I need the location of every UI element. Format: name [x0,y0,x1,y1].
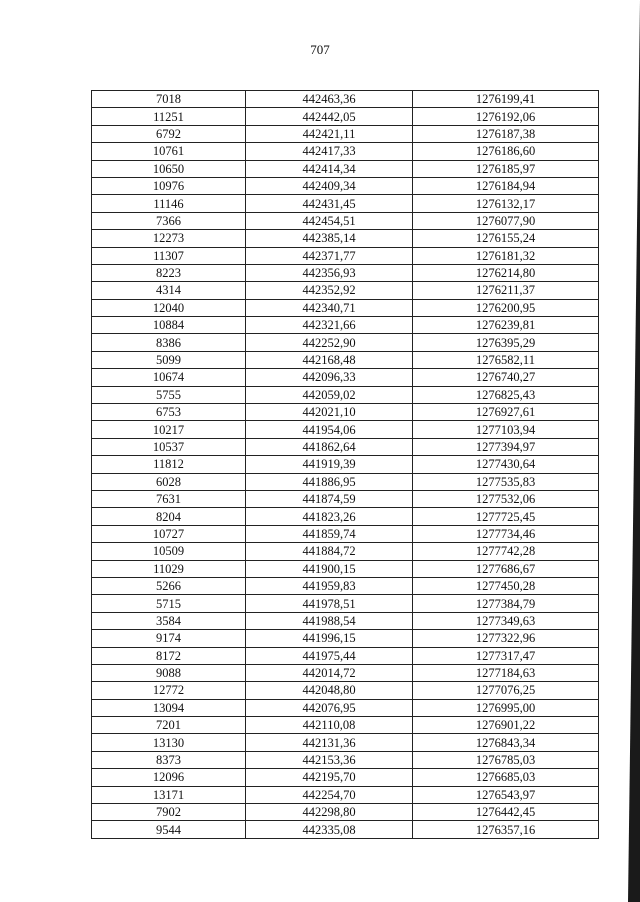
y-coordinate-cell: 1276199,41 [413,91,599,108]
y-coordinate-cell: 1276185,97 [413,160,599,177]
x-coordinate-cell: 442385,14 [246,230,413,247]
point-number-cell: 10761 [92,143,246,160]
x-coordinate-cell: 441823,26 [246,508,413,525]
point-number-cell: 5715 [92,595,246,612]
table-row [92,404,599,421]
table-row [92,195,599,212]
table-row [92,664,599,681]
y-coordinate-cell: 1277076,25 [413,682,599,699]
point-number-cell: 10650 [92,160,246,177]
y-coordinate-cell: 1276211,37 [413,282,599,299]
table-row [92,230,599,247]
y-coordinate-cell: 1276187,38 [413,125,599,142]
x-coordinate-cell: 441884,72 [246,543,413,560]
point-number-cell: 11307 [92,247,246,264]
table-row [92,804,599,821]
x-coordinate-cell: 442409,34 [246,177,413,194]
table-row [92,143,599,160]
x-coordinate-cell: 442131,36 [246,734,413,751]
table-row [92,212,599,229]
point-number-cell: 8386 [92,334,246,351]
x-coordinate-cell: 441886,95 [246,473,413,490]
y-coordinate-cell: 1277430,64 [413,456,599,473]
table-row [92,734,599,751]
y-coordinate-cell: 1276442,45 [413,804,599,821]
y-coordinate-cell: 1276192,06 [413,108,599,125]
point-number-cell: 4314 [92,282,246,299]
page-number: 707 [310,42,330,57]
point-number-cell: 8204 [92,508,246,525]
x-coordinate-cell: 442048,80 [246,682,413,699]
coordinates-table [91,90,599,839]
table-row [92,612,599,629]
point-number-cell: 5755 [92,386,246,403]
x-coordinate-cell: 442371,77 [246,247,413,264]
y-coordinate-cell: 1277450,28 [413,577,599,594]
x-coordinate-cell: 442431,45 [246,195,413,212]
x-coordinate-cell: 442059,02 [246,386,413,403]
table-row [92,473,599,490]
table-row [92,577,599,594]
x-coordinate-cell: 442335,08 [246,821,413,838]
x-coordinate-cell: 442340,71 [246,299,413,316]
x-coordinate-cell: 441874,59 [246,490,413,507]
point-number-cell: 10509 [92,543,246,560]
y-coordinate-cell: 1276395,29 [413,334,599,351]
y-coordinate-cell: 1276155,24 [413,230,599,247]
point-number-cell: 13094 [92,699,246,716]
y-coordinate-cell: 1276901,22 [413,717,599,734]
y-coordinate-cell: 1277349,63 [413,612,599,629]
table-row [92,438,599,455]
x-coordinate-cell: 441919,39 [246,456,413,473]
point-number-cell: 11146 [92,195,246,212]
y-coordinate-cell: 1277734,46 [413,525,599,542]
table-row [92,351,599,368]
table-row [92,299,599,316]
x-coordinate-cell: 442356,93 [246,264,413,281]
point-number-cell: 6792 [92,125,246,142]
x-coordinate-cell: 442298,80 [246,804,413,821]
y-coordinate-cell: 1277535,83 [413,473,599,490]
table-row [92,264,599,281]
point-number-cell: 10884 [92,317,246,334]
table-row [92,421,599,438]
x-coordinate-cell: 442254,70 [246,786,413,803]
scan-edge-shadow [628,0,640,902]
table-row [92,125,599,142]
table-row [92,560,599,577]
x-coordinate-cell: 441996,15 [246,630,413,647]
point-number-cell: 11029 [92,560,246,577]
point-number-cell: 7018 [92,91,246,108]
table-row [92,160,599,177]
table-row [92,543,599,560]
table-row [92,334,599,351]
table-row [92,769,599,786]
y-coordinate-cell: 1277317,47 [413,647,599,664]
coordinates-table-body [92,91,599,839]
table-row [92,386,599,403]
y-coordinate-cell: 1276685,03 [413,769,599,786]
x-coordinate-cell: 441900,15 [246,560,413,577]
point-number-cell: 8172 [92,647,246,664]
x-coordinate-cell: 442352,92 [246,282,413,299]
table-row [92,595,599,612]
table-row [92,682,599,699]
x-coordinate-cell: 441859,74 [246,525,413,542]
point-number-cell: 3584 [92,612,246,629]
x-coordinate-cell: 442076,95 [246,699,413,716]
y-coordinate-cell: 1276132,17 [413,195,599,212]
y-coordinate-cell: 1276077,90 [413,212,599,229]
table-row [92,525,599,542]
y-coordinate-cell: 1276582,11 [413,351,599,368]
point-number-cell: 10537 [92,438,246,455]
y-coordinate-cell: 1276825,43 [413,386,599,403]
point-number-cell: 7201 [92,717,246,734]
point-number-cell: 5266 [92,577,246,594]
point-number-cell: 8223 [92,264,246,281]
point-number-cell: 7631 [92,490,246,507]
table-row [92,490,599,507]
point-number-cell: 10976 [92,177,246,194]
x-coordinate-cell: 441988,54 [246,612,413,629]
point-number-cell: 7366 [92,212,246,229]
x-coordinate-cell: 442014,72 [246,664,413,681]
x-coordinate-cell: 442463,36 [246,91,413,108]
y-coordinate-cell: 1276785,03 [413,751,599,768]
point-number-cell: 12040 [92,299,246,316]
point-number-cell: 9088 [92,664,246,681]
point-number-cell: 11812 [92,456,246,473]
x-coordinate-cell: 442096,33 [246,369,413,386]
y-coordinate-cell: 1277725,45 [413,508,599,525]
x-coordinate-cell: 441954,06 [246,421,413,438]
y-coordinate-cell: 1276239,81 [413,317,599,334]
table-row [92,717,599,734]
x-coordinate-cell: 442110,08 [246,717,413,734]
y-coordinate-cell: 1277384,79 [413,595,599,612]
y-coordinate-cell: 1277742,28 [413,543,599,560]
y-coordinate-cell: 1276200,95 [413,299,599,316]
x-coordinate-cell: 442421,11 [246,125,413,142]
x-coordinate-cell: 442168,48 [246,351,413,368]
y-coordinate-cell: 1277103,94 [413,421,599,438]
point-number-cell: 6028 [92,473,246,490]
x-coordinate-cell: 441978,51 [246,595,413,612]
table-row [92,786,599,803]
x-coordinate-cell: 442454,51 [246,212,413,229]
point-number-cell: 8373 [92,751,246,768]
point-number-cell: 12772 [92,682,246,699]
x-coordinate-cell: 441975,44 [246,647,413,664]
y-coordinate-cell: 1277394,97 [413,438,599,455]
y-coordinate-cell: 1276357,16 [413,821,599,838]
x-coordinate-cell: 442442,05 [246,108,413,125]
x-coordinate-cell: 441862,64 [246,438,413,455]
x-coordinate-cell: 441959,83 [246,577,413,594]
x-coordinate-cell: 442021,10 [246,404,413,421]
table-row [92,630,599,647]
x-coordinate-cell: 442321,66 [246,317,413,334]
point-number-cell: 12096 [92,769,246,786]
point-number-cell: 10217 [92,421,246,438]
table-row [92,108,599,125]
table-row [92,317,599,334]
point-number-cell: 5099 [92,351,246,368]
y-coordinate-cell: 1276186,60 [413,143,599,160]
point-number-cell: 11251 [92,108,246,125]
x-coordinate-cell: 442153,36 [246,751,413,768]
point-number-cell: 7902 [92,804,246,821]
x-coordinate-cell: 442252,90 [246,334,413,351]
point-number-cell: 13130 [92,734,246,751]
table-row [92,91,599,108]
point-number-cell: 9174 [92,630,246,647]
table-row [92,751,599,768]
y-coordinate-cell: 1277686,67 [413,560,599,577]
table-row [92,647,599,664]
y-coordinate-cell: 1277532,06 [413,490,599,507]
point-number-cell: 12273 [92,230,246,247]
y-coordinate-cell: 1276843,34 [413,734,599,751]
x-coordinate-cell: 442417,33 [246,143,413,160]
x-coordinate-cell: 442195,70 [246,769,413,786]
x-coordinate-cell: 442414,34 [246,160,413,177]
y-coordinate-cell: 1276543,97 [413,786,599,803]
y-coordinate-cell: 1276740,27 [413,369,599,386]
table-row [92,699,599,716]
table-row [92,456,599,473]
point-number-cell: 6753 [92,404,246,421]
table-row [92,508,599,525]
y-coordinate-cell: 1276181,32 [413,247,599,264]
y-coordinate-cell: 1277322,96 [413,630,599,647]
point-number-cell: 10727 [92,525,246,542]
y-coordinate-cell: 1276927,61 [413,404,599,421]
y-coordinate-cell: 1276995,00 [413,699,599,716]
point-number-cell: 9544 [92,821,246,838]
point-number-cell: 13171 [92,786,246,803]
point-number-cell: 10674 [92,369,246,386]
table-row [92,177,599,194]
y-coordinate-cell: 1276214,80 [413,264,599,281]
y-coordinate-cell: 1276184,94 [413,177,599,194]
table-row [92,247,599,264]
table-row [92,369,599,386]
y-coordinate-cell: 1277184,63 [413,664,599,681]
table-row [92,282,599,299]
table-row [92,821,599,838]
